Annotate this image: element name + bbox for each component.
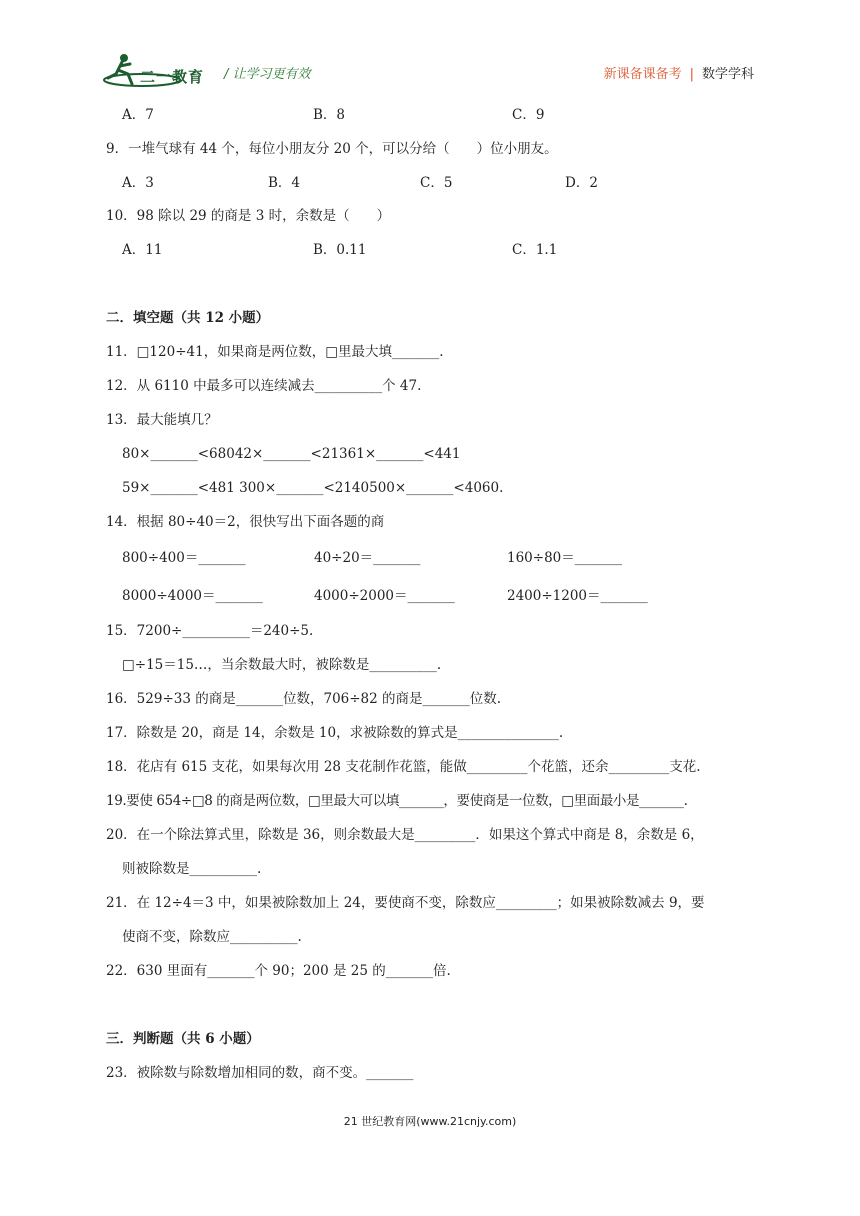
q8-option-b: B．8 <box>313 107 346 123</box>
header-tag-course: 新课备课备考 <box>603 67 682 82</box>
question-10: 10．98 除以 29 的商是 3 时，余数是（ ） <box>106 208 391 224</box>
page-footer: 21 世纪教育网(www.21cnjy.com) <box>343 1115 517 1128</box>
q9-option-c: C．5 <box>420 175 453 191</box>
logo-text: 二一教育 <box>140 68 205 86</box>
q13-line-2: 59×_______<481 300×_______<2140500×_______<4060. <box>122 480 504 496</box>
header-subject: 数学学科 <box>701 67 754 82</box>
header-separator: | <box>689 67 694 82</box>
q10-option-a: A．11 <box>122 242 163 258</box>
q20-line-2: 则被除数是__________. <box>122 861 262 877</box>
question-16: 16．529÷33 的商是_______位数，706÷82 的商是_______位数. <box>106 691 502 707</box>
question-20: 20．在一个除法算式里，除数是 36，则余数最大是_________．如果这个算式中商是 8，余数是 6， <box>106 827 704 843</box>
q10-option-b: B．0.11 <box>313 242 367 258</box>
q8-option-c: C．9 <box>512 107 545 123</box>
question-12: 12．从 6110 中最多可以连续减去__________个 47. <box>106 378 422 394</box>
page-header <box>0 0 860 95</box>
q14-item: 800÷400＝_______ <box>122 550 246 566</box>
q14-item: 160÷80＝_______ <box>507 550 623 566</box>
q21-line-2: 使商不变，除数应__________. <box>122 929 302 945</box>
q8-option-a: A．7 <box>122 107 154 123</box>
q9-option-d: D．2 <box>565 175 598 191</box>
question-15: 15．7200÷__________＝240÷5. <box>106 623 314 639</box>
question-9: 9．一堆气球有 44 个，每位小朋友分 20 个，可以分给（ ）位小朋友。 <box>106 141 558 157</box>
header-slogan: / 让学习更有效 <box>224 67 311 82</box>
q9-option-b: B．4 <box>268 175 301 191</box>
question-11: 11．□120÷41，如果商是两位数，□里最大填_______. <box>106 344 444 360</box>
question-14: 14．根据 80÷40＝2，很快写出下面各题的商 <box>106 514 385 530</box>
q14-item: 8000÷4000＝_______ <box>122 588 263 604</box>
question-22: 22．630 里面有_______个 90；200 是 25 的_______倍. <box>106 963 451 979</box>
header-right <box>604 63 754 82</box>
question-13: 13．最大能填几？ <box>106 412 218 428</box>
q15-line-2: □÷15＝15…，当余数最大时，被除数是__________. <box>122 657 442 673</box>
question-17: 17．除数是 20，商是 14，余数是 10，求被除数的算式是_______________. <box>106 725 564 741</box>
question-21: 21．在 12÷4＝3 中，如果被除数加上 24，要使商不变，除数应_________；如果被除数减去 9，要 <box>106 895 705 911</box>
q13-line-1: 80×_______<68042×_______<21361×_______<441 <box>122 446 461 462</box>
question-18: 18．花店有 615 支花，如果每次用 28 支花制作花篮，能做_________个花篮，还余_________支花. <box>106 759 701 775</box>
q14-item: 40÷20＝_______ <box>314 550 421 566</box>
q14-item: 4000÷2000＝_______ <box>314 588 455 604</box>
q10-option-c: C．1.1 <box>512 242 558 258</box>
section-3-heading: 三．判断题（共 6 小题） <box>106 1031 260 1047</box>
section-2-heading: 二．填空题（共 12 小题） <box>106 310 270 326</box>
q14-item: 2400÷1200＝_______ <box>507 588 648 604</box>
question-23: 23．被除数与除数增加相同的数，商不变。_______ <box>106 1065 414 1081</box>
question-19: 19.要使 654÷□8 的商是两位数，□里最大可以填_______，要使商是一位数，□里面最小是_______. <box>106 793 688 809</box>
q9-option-a: A．3 <box>122 175 154 191</box>
